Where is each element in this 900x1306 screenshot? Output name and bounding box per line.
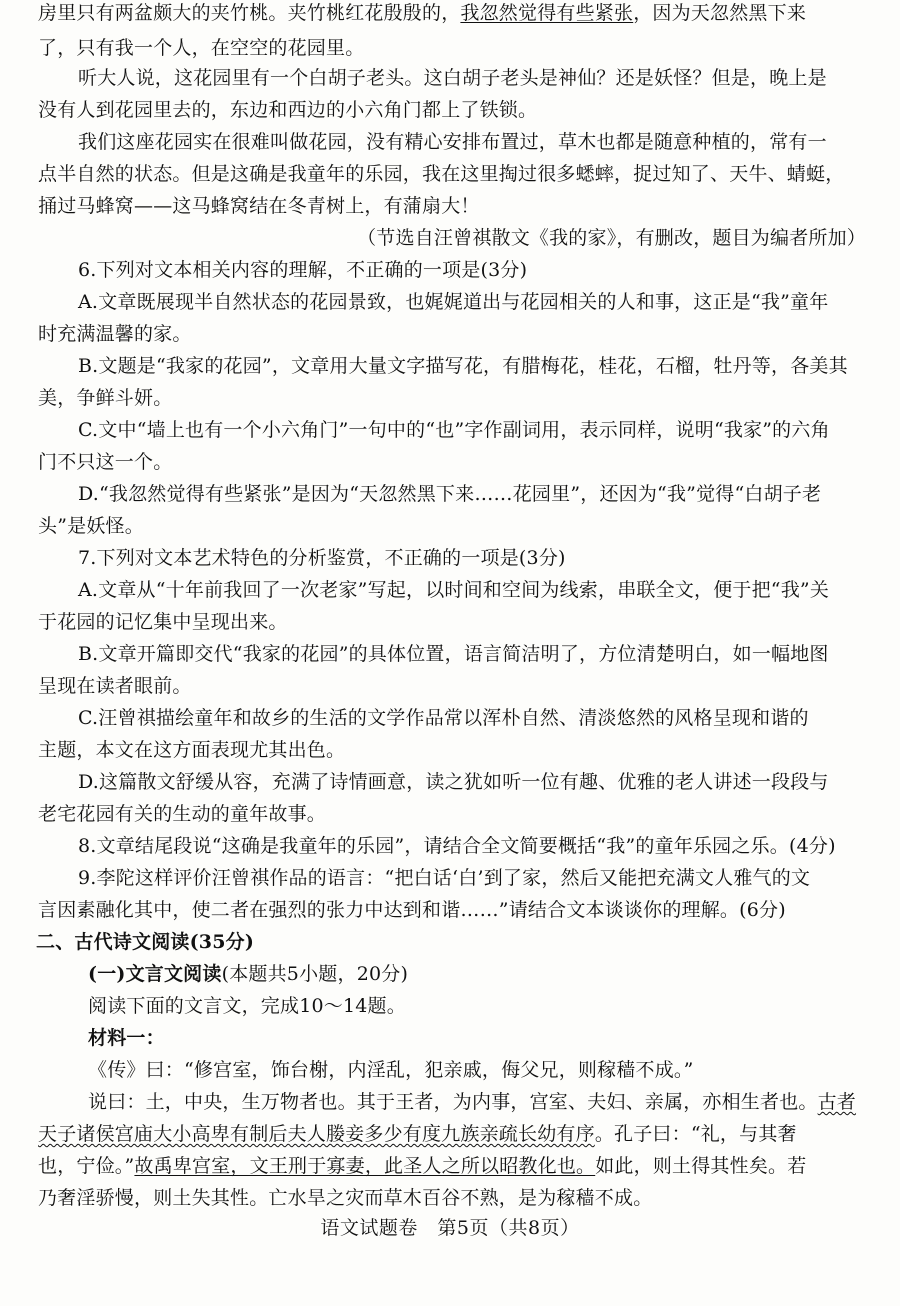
option-6d: D.“我忽然觉得有些紧张”是因为“天忽然黑下来……花园里”，还因为“我”觉得“白胡子老 <box>78 483 822 505</box>
option-7a: A.文章从“十年前我回了一次老家”写起，以时间和空间为线索，串联全文，便于把“我”关 <box>78 579 830 601</box>
question-9: 9.李陀这样评价汪曾祺作品的语言：“把白话‘白’到了家，然后又能把充满文人雅气的文 <box>78 867 811 889</box>
option-6b: B.文题是“我家的花园”，文章用大量文字描写花，有腊梅花，桂花，石榴，牡丹等，各美其 <box>78 355 848 377</box>
passage-line: 捅过马蜂窝——这马蜂窝结在冬青树上，有蒲扇大！ <box>38 195 480 217</box>
classical-line: 天子诸侯宫庙大小高卑有制后夫人媵妾多少有度九族亲疏长幼有序。孔子曰：“礼，与其奢 <box>38 1123 797 1145</box>
passage-line: 点半自然的状态。但是这确是我童年的乐园，我在这里掏过很多蟋蟀，捉过知了、天牛、蜻蜓， <box>38 163 845 185</box>
option-7c-cont: 主题，本文在这方面表现尤其出色。 <box>38 739 346 761</box>
option-7d: D.这篇散文舒缓从容，充满了诗情画意，读之犹如听一位有趣、优雅的老人讲述一段段与 <box>78 771 829 793</box>
option-7b: B.文章开篇即交代“我家的花园”的具体位置，语言简洁明了，方位清楚明白，如一幅地图 <box>78 643 829 665</box>
instruction: 阅读下面的文言文，完成10～14题。 <box>88 995 406 1017</box>
material-label: 材料一： <box>88 1027 165 1049</box>
option-6c-cont: 门不只这一个。 <box>38 451 173 473</box>
passage-source: （节选自汪曾祺散文《我的家》，有删改，题目为编者所加） <box>357 227 866 249</box>
option-6a: A.文章既展现半自然状态的花园景致，也娓娓道出与花园相关的人和事，这正是“我”童年 <box>78 291 829 313</box>
passage-line: 听大人说，这花园里有一个白胡子老头。这白胡子老头是神仙？还是妖怪？但是，晚上是 <box>78 67 827 89</box>
question-8: 8.文章结尾段说“这确是我童年的乐园”，请结合全文简要概括“我”的童年乐园之乐。(4分) <box>78 835 836 857</box>
classical-line: 也，宁俭。”故禹卑宫室，文王刑于寡妻，此圣人之所以昭教化也。如此，则土得其性矣。若 <box>38 1155 807 1177</box>
option-7b-cont: 呈现在读者眼前。 <box>38 675 192 697</box>
section-heading: 二、古代诗文阅读(35分) <box>36 931 255 953</box>
classical-line: 说曰：土，中央，生万物者也。其于王者，为内事，宫室、夫妇、亲属，亦相生者也。古者 <box>88 1091 857 1113</box>
classical-line: 乃奢淫骄慢，则土失其性。亡水旱之灾而草木百谷不熟，是为稼穑不成。 <box>38 1187 653 1209</box>
classical-line: 《传》曰：“修宫室，饰台榭，内淫乱，犯亲戚，侮父兄，则稼穑不成。” <box>88 1059 694 1081</box>
option-7a-cont: 于花园的记忆集中呈现出来。 <box>38 611 288 633</box>
question-7: 7.下列对文本艺术特色的分析鉴赏，不正确的一项是(3分) <box>78 547 566 569</box>
subsection-heading: (一)文言文阅读(本题共5小题，20分) <box>88 963 409 985</box>
passage-line: 没有人到花园里去的，东边和西边的小六角门都上了铁锁。 <box>38 99 538 121</box>
underlined-sentence: 我忽然觉得有些紧张 <box>460 2 634 24</box>
option-7d-cont: 老宅花园有关的生动的童年故事。 <box>38 803 327 825</box>
passage-line: 房里只有两盆颇大的夹竹桃。夹竹桃红花殷殷的，我忽然觉得有些紧张，因为天忽然黑下来 <box>38 2 807 24</box>
option-6d-cont: 头”是妖怪。 <box>38 515 144 537</box>
underlined-sentence: 古者 <box>817 1091 857 1113</box>
underlined-sentence: 天子诸侯宫庙大小高卑有制后夫人媵妾多少有度九族亲疏长幼有序 <box>38 1123 595 1145</box>
option-6b-cont: 美，争鲜斗妍。 <box>38 387 173 409</box>
passage-line: 我们这座花园实在很难叫做花园，没有精心安排布置过，草木也都是随意种植的，常有一 <box>78 131 827 153</box>
question-9-cont: 言因素融化其中，使二者在强烈的张力中达到和谐……”请结合文本谈谈你的理解。(6分) <box>38 899 786 921</box>
option-6c: C.文中“墙上也有一个小六角门”一句中的“也”字作副词用，表示同样，说明“我家”的六角 <box>78 419 830 441</box>
underlined-sentence: 故禹卑宫室，文王刑于寡妻，此圣人之所以昭教化也。 <box>134 1155 596 1177</box>
passage-line: 了，只有我一个人，在空空的花园里。 <box>38 37 365 59</box>
option-6a-cont: 时充满温馨的家。 <box>38 323 192 345</box>
question-6: 6.下列对文本相关内容的理解，不正确的一项是(3分) <box>78 259 528 281</box>
page-footer: 语文试题卷 第5页（共8页） <box>320 1217 580 1239</box>
option-7c: C.汪曾祺描绘童年和故乡的生活的文学作品常以浑朴自然、清淡悠然的风格呈现和谐的 <box>78 707 809 729</box>
